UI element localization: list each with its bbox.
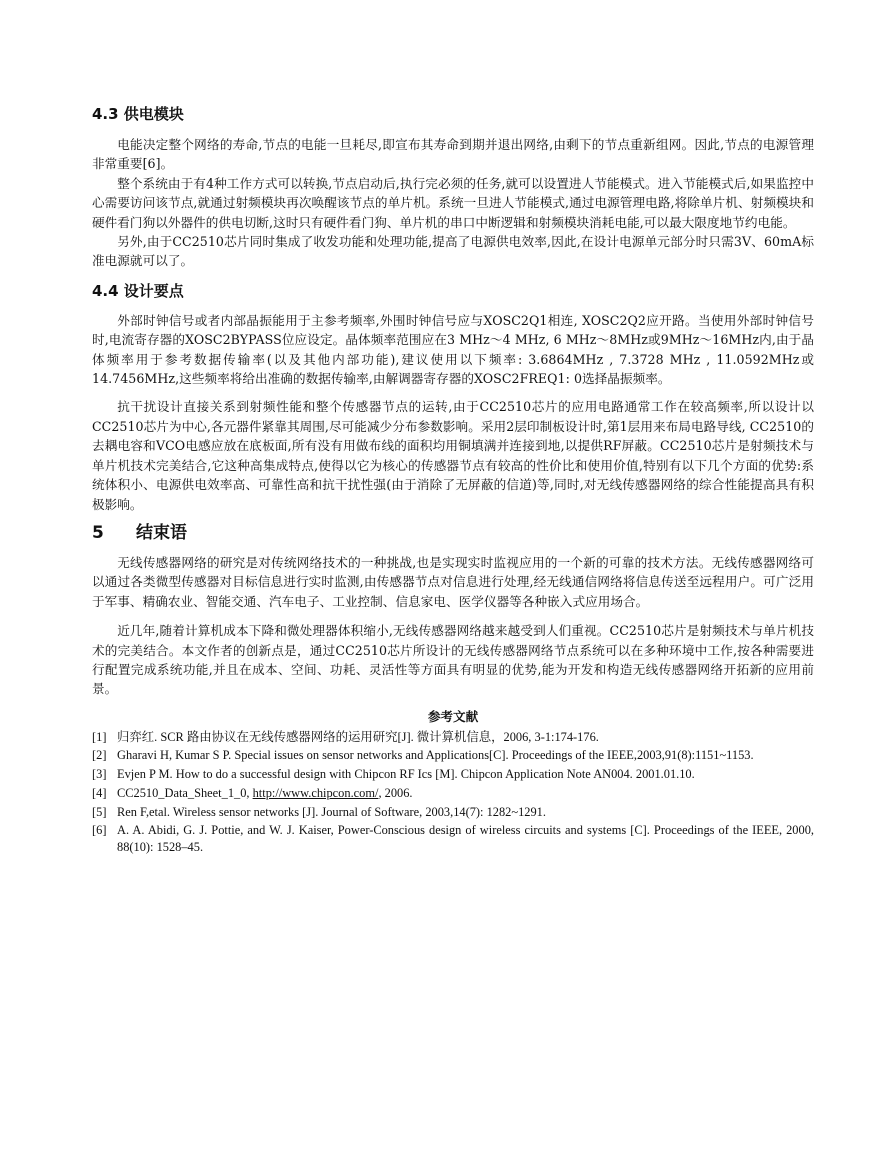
- paragraph: 另外,由于CC2510芯片同时集成了收发功能和处理功能,提高了电源供电效率,因此,在设计电源单元部分时只需3V、60mA标准电源就可以了。: [92, 234, 814, 269]
- paragraph: 整个系统由于有4种工作方式可以转换,节点启动后,执行完必须的任务,就可以设置进人节能模式。进入节能模式后,如果监控中心需要访问该节点,就通过射频模块再次唤醒该节点的单片机。系统一旦进人节能模式,通过电源管理电路,将除单片机、射频模块和硬件看门狗以外器件的供电切断,这时只有硬件看门狗、单片机的串口中断逻辑和射频模块消耗电能,可以最大限度地节约电能。: [92, 175, 814, 230]
- reference-text: , 2006.: [378, 785, 413, 800]
- reference-text: CC2510_Data_Sheet_1_0,: [117, 785, 253, 800]
- paragraph: 近几年,随着计算机成本下降和微处理器体积缩小,无线传感器网络越来越受到人们重视。CC2510芯片是射频技术与单片机技术的完美结合。本文作者的创新点是，通过CC2510芯片所设计的无线传感器网络节点系统可以在多种环境中工作,按各种需要进行配置完成系统功能,并且在成本、空间、功耗、灵活性等方面具有明显的优势,能为开发和构造无线传感器网络开拓新的应用前景。: [92, 623, 814, 697]
- reference-tag: [5]: [92, 804, 107, 819]
- reference-item: [92, 766, 814, 783]
- section-heading: 4.3 供电模块: [92, 105, 184, 123]
- reference-item: [92, 747, 814, 764]
- reference-text: A. A. Abidi, G. J. Pottie, and W. J. Kaiser, Power-Conscious design of wireless circuits and systems [C]. Proceedings of the IEEE, 2000, 88(10): 1528–45.: [117, 823, 814, 855]
- reference-item: [92, 785, 814, 802]
- section-power-module: [92, 104, 814, 271]
- reference-text: 归弈红. SCR 路由协议在无线传感器网络的运用研究[J]. 微计算机信息，2006, 3-1:174-176.: [117, 729, 599, 744]
- reference-text: Gharavi H, Kumar S P. Special issues on sensor networks and Applications[C]. Proceedings of the IEEE,2003,91(8):1151~1153.: [117, 748, 754, 763]
- paragraph: 电能决定整个网络的寿命,节点的电能一旦耗尽,即宣布其寿命到期并退出网络,由剩下的节点重新组网。因此,节点的电源管理非常重要[6]。: [92, 137, 814, 172]
- reference-text: Ren F,etal. Wireless sensor networks [J]. Journal of Software, 2003,14(7): 1282~1291.: [117, 804, 546, 819]
- references: [92, 707, 814, 857]
- paragraph: 抗干扰设计直接关系到射频性能和整个传感器节点的运转,由于CC2510芯片的应用电路通常工作在较高频率,所以设计以CC2510芯片为中心,各元器件紧靠其周围,尽可能减少分布参数影响。采用2层印制板设计时,第1层用来布局电路导线, CC2510的去耦电容和VCO电感应放在底板面,所有没有用做布线的面积均用铜填满并连接到地,以提供RF屏蔽。CC2510芯片是射频技术与单片机技术完美结合,它这种高集成特点,使得以它为核心的传感器节点有较高的性价比和使用价值,特别有以下几个方面的优势:系统体积小、电源供电效率高、可靠性高和抗干扰性强(由于消除了无屏蔽的信道)等,同时,对无线传感器网络的综合性能提高具有积极影响。: [92, 399, 814, 512]
- reference-tag: [6]: [92, 823, 107, 838]
- section-title: 结束语: [136, 522, 187, 543]
- reference-tag: [3]: [92, 767, 107, 782]
- reference-item: [92, 729, 814, 746]
- section-design-points: [92, 281, 814, 514]
- reference-text: Evjen P M. How to do a successful design with Chipcon RF Ics [M]. Chipcon Application Note AN004. 2001.01.10.: [117, 767, 695, 782]
- section-heading: [92, 522, 814, 544]
- section-conclusion: [92, 522, 814, 699]
- section-heading: 4.4 设计要点: [92, 281, 184, 300]
- paragraph: 无线传感器网络的研究是对传统网络技术的一种挑战,也是实现实时监视应用的一个新的可靠的技术方法。无线传感器网络可以通过各类微型传感器对目标信息进行实时监测,由传感器节点对信息进行处理,经无线通信网络将信息传送至远程用户。可广泛用于军事、精确农业、智能交通、汽车电子、工业控制、信息家电、医学仪器等各种嵌入式应用场合。: [92, 554, 814, 609]
- section-number: 5: [92, 522, 104, 543]
- reference-link[interactable]: http://www.chipcon.com/: [252, 785, 379, 800]
- reference-tag: [4]: [92, 785, 107, 800]
- references-title: 参考文献: [427, 708, 479, 724]
- reference-tag: [1]: [92, 729, 107, 744]
- reference-item: [92, 804, 814, 821]
- paragraph: 外部时钟信号或者内部晶振能用于主参考频率,外围时钟信号应与XOSC2Q1相连, XOSC2Q2应开路。当使用外部时钟信号时,电流寄存器的XOSC2BYPASS位应设定。晶体频率范围应在3 MHz～4 MHz, 6 MHz～8MHz或9MHz～16MHz内,由于晶体频率用于参考数据传输率(以及其他内部功能),建议使用以下频率: 3.6864MHz , 7.3728 MHz , 11.0592MHz或14.7456MHz,这些频率将给出准确的数据传输率,由解调器寄存器的XOSC2FREQ1: 0选择晶振频率。: [92, 312, 814, 387]
- reference-item: [92, 822, 814, 856]
- reference-tag: [2]: [92, 748, 107, 763]
- paper-page: [92, 104, 814, 858]
